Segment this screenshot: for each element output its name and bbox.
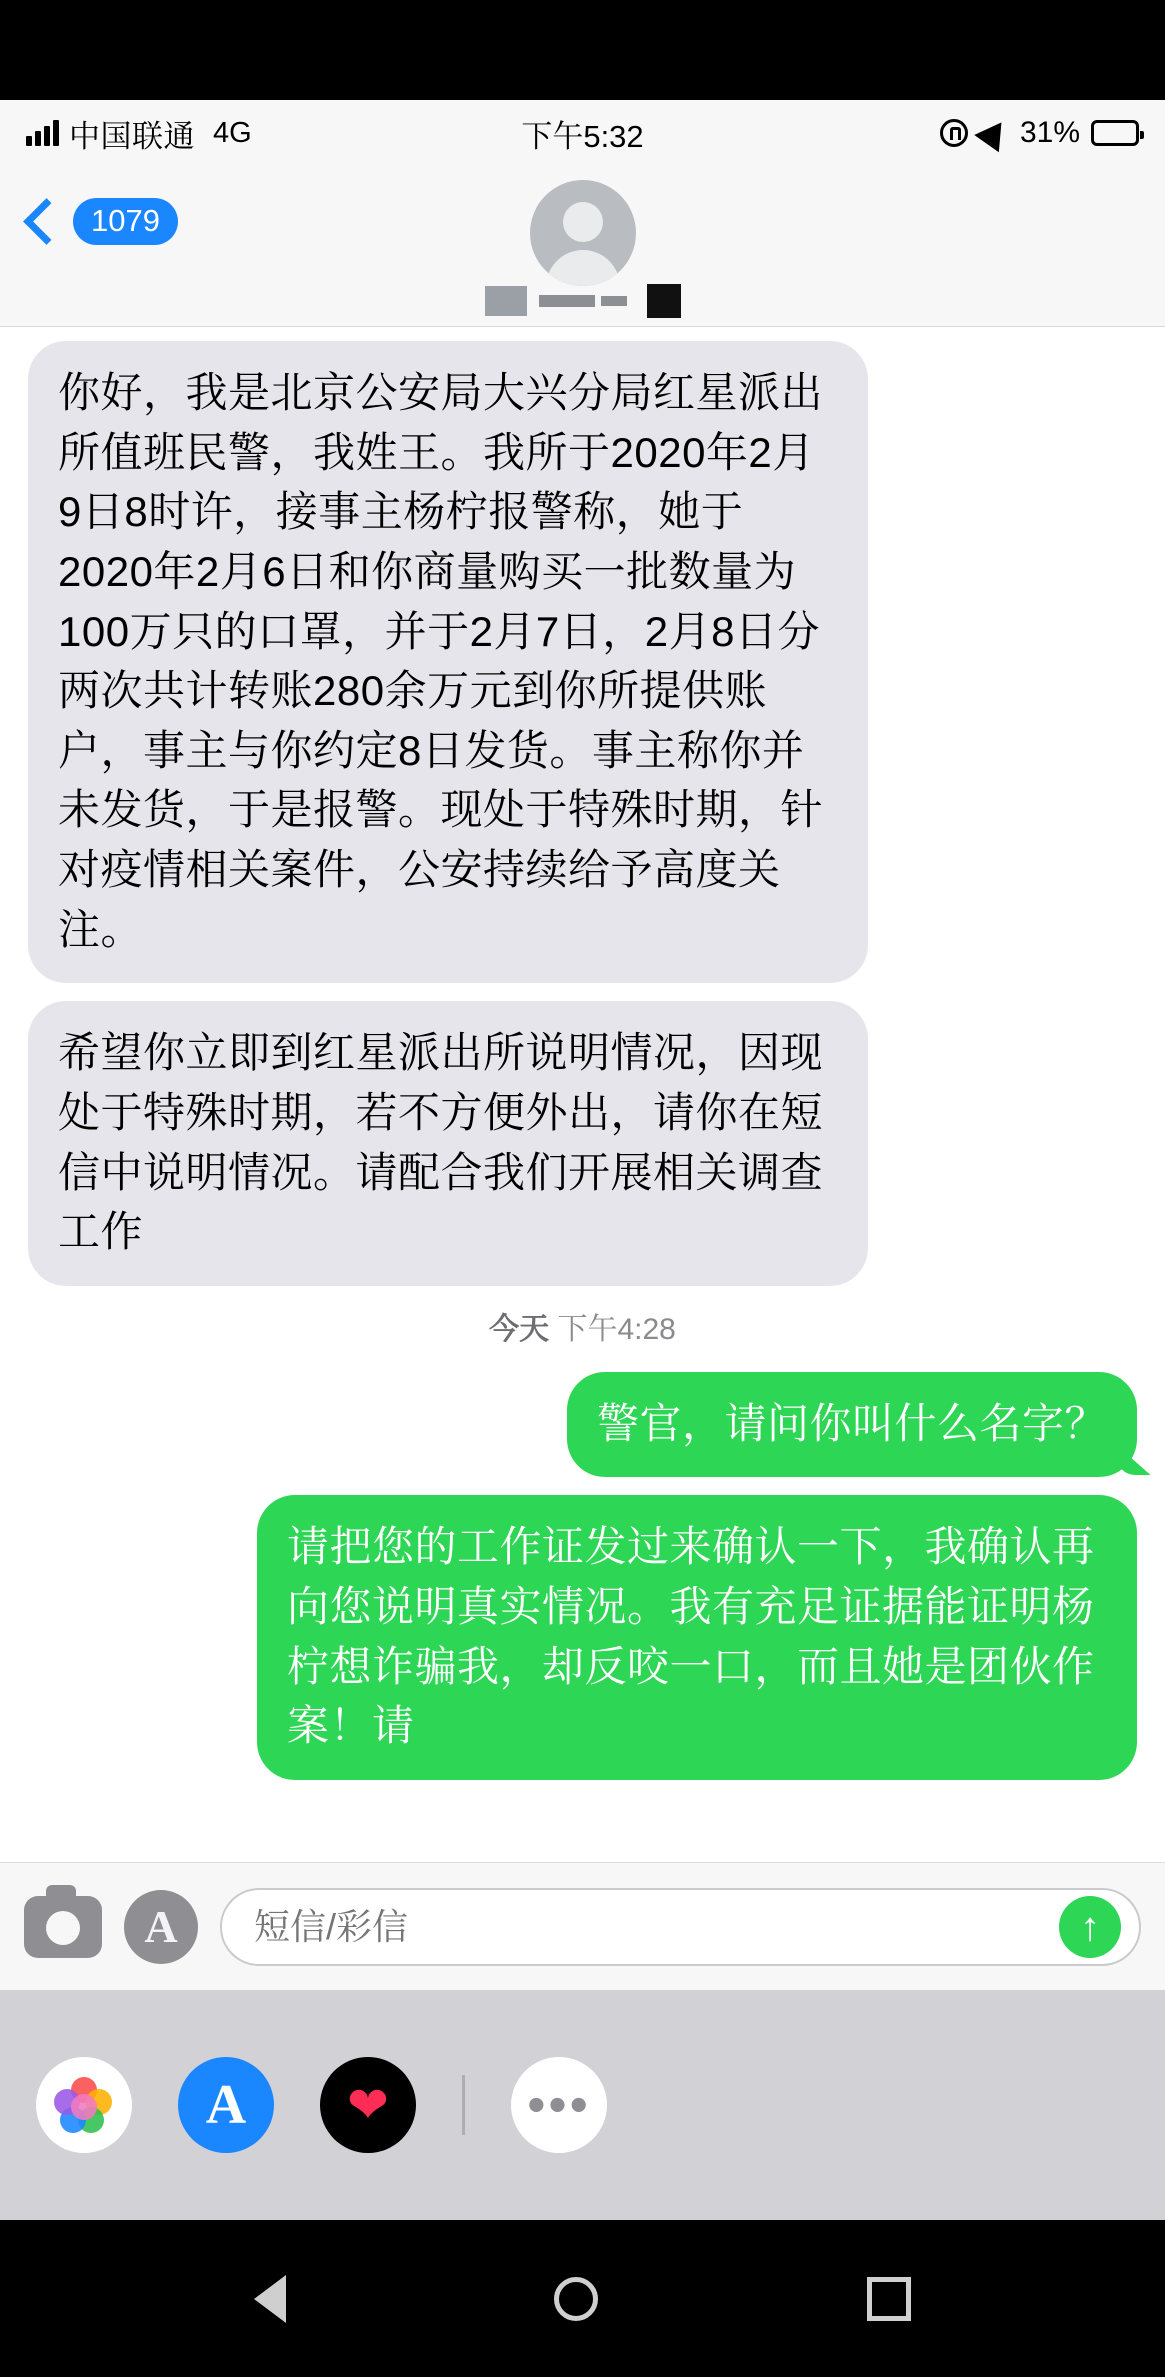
status-bar-clock: 下午5:32: [521, 118, 644, 154]
signal-bars-icon: [26, 120, 59, 146]
network-type-label: 4G: [213, 116, 252, 149]
conversation-header: [0, 166, 1165, 327]
battery-percent-label: 31%: [1019, 116, 1080, 149]
android-recents-button[interactable]: [867, 2277, 911, 2321]
redacted-banner: [0, 268, 1165, 318]
digital-touch-heart-icon[interactable]: ❤: [320, 2057, 416, 2153]
message-input-field[interactable]: [220, 1888, 1141, 1966]
send-arrow-icon[interactable]: ↑: [1059, 1896, 1121, 1958]
message-row: [0, 1372, 1165, 1478]
top-bezel: [0, 0, 1165, 100]
android-home-button[interactable]: [554, 2277, 598, 2321]
app-store-app-icon[interactable]: A: [178, 2057, 274, 2153]
imessage-app-drawer: [0, 1990, 1165, 2220]
location-arrow-icon: [974, 114, 1013, 153]
unread-count-badge: 1079: [73, 198, 178, 245]
android-back-button[interactable]: [254, 2275, 286, 2323]
status-bar-left: [26, 111, 521, 156]
message-input-bar: [0, 1862, 1165, 1990]
more-apps-icon[interactable]: •••: [511, 2057, 607, 2153]
search-input[interactable]: [252, 1905, 1059, 1949]
incoming-message-bubble[interactable]: 你好，我是北京公安局大兴分局红星派出所值班民警，我姓王。我所于2020年2月9日8时许，接事主杨柠报警称，她于2020年2月6日和你商量购买一批数量为100万只的口罩，并于2月7日，2月8日分两次共计转账280余万元到你所提供账户，事主与你约定8日发货。事主称你并未发货，于是报警。现处于特殊时期，针对疫情相关案件，公安持续给予高度关注。: [28, 341, 868, 983]
status-bar: [0, 100, 1165, 166]
message-list[interactable]: [0, 327, 1165, 1862]
timestamp-time: 下午4:28: [557, 1312, 676, 1346]
system-navigation-bar: [0, 2220, 1165, 2377]
camera-icon[interactable]: [24, 1896, 102, 1958]
carrier-label: 中国联通: [69, 118, 195, 154]
incoming-message-bubble[interactable]: 希望你立即到红星派出所说明情况，因现处于特殊时期，若不方便外出，请你在短信中说明情况。请配合我们开展相关调查工作: [28, 1001, 868, 1286]
message-row: [0, 1001, 1165, 1286]
message-row: [0, 341, 1165, 983]
rotation-lock-icon: [940, 119, 968, 147]
timestamp-day: 今天: [489, 1312, 550, 1346]
battery-icon: [1091, 120, 1139, 146]
outgoing-message-bubble[interactable]: 警官，请问你叫什么名字？: [567, 1372, 1137, 1478]
outgoing-message-bubble[interactable]: 请把您的工作证发过来确认一下，我确认再向您说明真实情况。我有充足证据能证明杨柠想诈骗我，却反咬一口，而且她是团伙作案！请: [257, 1495, 1137, 1780]
status-bar-right: [644, 116, 1139, 150]
drawer-divider: [462, 2075, 465, 2135]
phone-screen: [0, 100, 1165, 2220]
photos-app-icon[interactable]: [36, 2057, 132, 2153]
message-row: [0, 1495, 1165, 1780]
app-store-icon[interactable]: A: [124, 1890, 198, 1964]
message-timestamp: [0, 1304, 1165, 1348]
